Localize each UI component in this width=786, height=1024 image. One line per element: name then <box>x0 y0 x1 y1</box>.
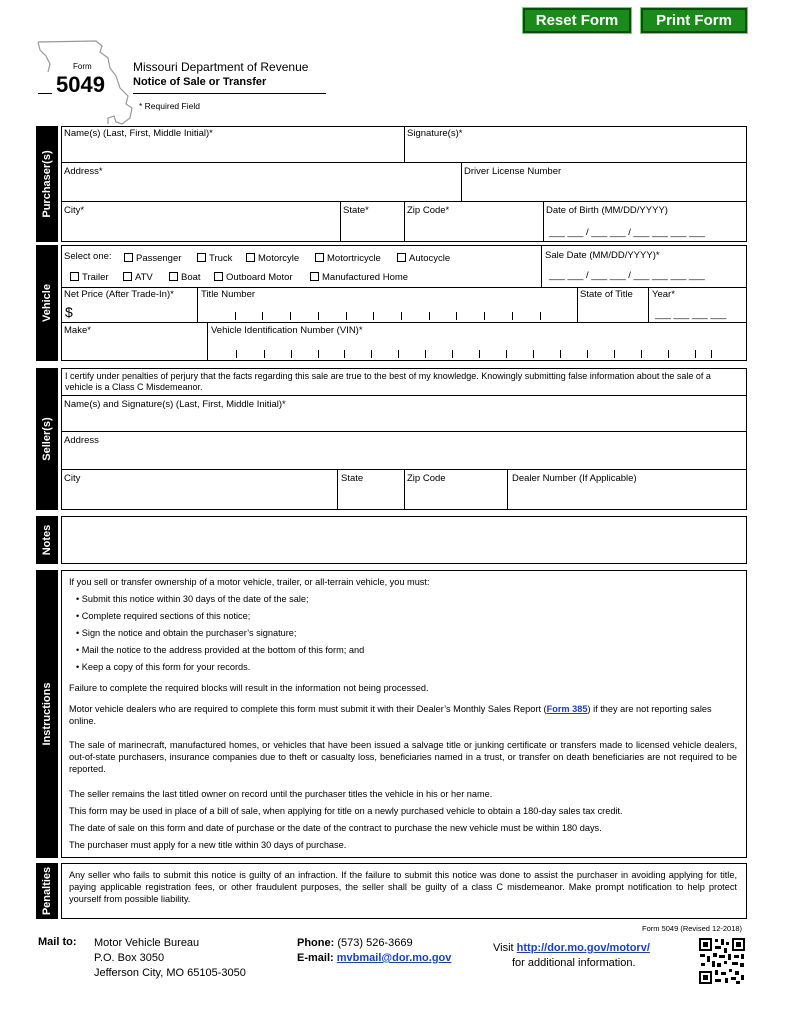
exemptions-note: The sale of marinecraft, manufactured homes, or vehicles that have been issued a salvage title or junking certificate or transfers made to licensed vehicle dealers, out-of-state purchasers, insurance companies due to theft or casualty loss, beneficiaries named in a trust, or transfer on death beneficiaries are not required to be reported. <box>69 740 737 774</box>
visit-text: Visit http://dor.mo.gov/motorv/ <box>493 942 650 954</box>
purchaser-section-tab: Purchaser(s) <box>36 126 58 242</box>
dealer-number-label: Dealer Number (If Applicable) <box>512 473 637 484</box>
seller-state-label: State <box>341 473 364 484</box>
sale-date-label: Sale Date (MM/DD/YYYY)* <box>545 250 660 261</box>
purchaser-city-field[interactable] <box>64 217 337 239</box>
purchaser-signature-label: Signature(s)* <box>407 128 463 139</box>
notes-section-tab: Notes <box>36 516 58 564</box>
atv-checkbox[interactable]: ATV <box>123 272 153 283</box>
seller-zip-label: Zip Code <box>407 473 446 484</box>
dealers-note: Motor vehicle dealers who are required to complete this form must submit it with their Dealer’s Monthly Sales Report (Form 385) if they are not reporting sales online. <box>69 704 712 726</box>
instruction-bullet: • Submit this notice within 30 days of the date of the sale; <box>76 594 309 604</box>
additional-info-text: for additional information. <box>512 957 636 969</box>
required-note: * Required Field <box>139 101 200 111</box>
purchaser-names-field[interactable] <box>64 140 400 160</box>
seller-state-field[interactable] <box>341 485 401 507</box>
form-385-link[interactable]: Form 385 <box>546 704 588 714</box>
phone-number: (573) 526-3669 <box>337 937 413 949</box>
instructions-intro: If you sell or transfer ownership of a motor vehicle, trailer, or all-terrain vehicle, you must: <box>69 577 430 587</box>
certification-text: I certify under penalties of perjury that the facts regarding this sale are true to the best of my knowledge. Knowingly submitting false information about the sale of a vehicle is a Class C Misdemeanor. <box>65 371 711 392</box>
seller-names-signature-field[interactable] <box>64 411 744 429</box>
motorv-website-link[interactable]: http://dor.mo.gov/motorv/ <box>516 942 650 954</box>
seller-city-label: City <box>64 473 81 484</box>
passenger-checkbox[interactable]: Passenger <box>124 253 181 264</box>
title-rule <box>133 93 326 94</box>
seller-section-tab: Seller(s) <box>36 368 58 510</box>
failure-note: Failure to complete the required blocks will result in the information not being processed. <box>69 683 429 693</box>
seller-names-signature-label: Name(s) and Signature(s) (Last, First, Middle Initial)* <box>64 399 286 410</box>
manufactured-home-checkbox[interactable]: Manufactured Home <box>310 272 408 283</box>
make-field[interactable] <box>64 338 204 358</box>
vin-label: Vehicle Identification Number (VIN)* <box>211 325 363 336</box>
motortricycle-checkbox[interactable]: Motortricycle <box>315 253 381 264</box>
instruction-bullet: • Complete required sections of this notice; <box>76 611 251 621</box>
boat-checkbox[interactable]: Boat <box>169 272 201 283</box>
dob-label: Date of Birth (MM/DD/YYYY) <box>546 205 668 216</box>
purchaser-zip-field[interactable] <box>407 217 540 239</box>
dob-field[interactable]: ___ ___ / ___ ___ / ___ ___ ___ ___ <box>549 227 705 238</box>
seller-zip-field[interactable] <box>407 485 504 507</box>
net-price-label: Net Price (After Trade-In)* <box>64 289 174 300</box>
driver-license-field[interactable] <box>464 178 744 198</box>
purchaser-names-label: Name(s) (Last, First, Middle Initial)* <box>64 128 213 139</box>
purchaser-address-field[interactable] <box>64 178 458 198</box>
outboard-motor-checkbox[interactable]: Outboard Motor <box>214 272 293 283</box>
net-price-field[interactable] <box>76 302 194 320</box>
contact-info: Phone: (573) 526-3669 E-mail: mvbmail@dor.mo.gov <box>297 937 452 964</box>
trailer-checkbox[interactable]: Trailer <box>70 272 109 283</box>
driver-license-label: Driver License Number <box>464 166 562 177</box>
owner-of-record-note: The seller remains the last titled owner on record until the purchaser titles the vehicle in his or her name. <box>69 789 493 799</box>
penalties-section-tab: Penalties <box>36 863 58 919</box>
form-title: Notice of Sale or Transfer <box>133 76 267 88</box>
purchaser-state-field[interactable] <box>343 217 401 239</box>
instruction-bullet: • Keep a copy of this form for your records. <box>76 662 251 672</box>
form-number: 5049 <box>56 72 105 97</box>
motorcycle-checkbox[interactable]: Motorcyle <box>246 253 299 264</box>
instructions-section-tab: Instructions <box>36 570 58 858</box>
purchaser-state-label: State* <box>343 205 369 216</box>
apply-title-note: The purchaser must apply for a new title within 30 days of purchase. <box>69 840 347 850</box>
vin-field[interactable] <box>210 350 745 358</box>
title-number-field[interactable] <box>200 312 575 320</box>
email-link[interactable]: mvbmail@dor.mo.gov <box>336 952 452 964</box>
sale-date-field[interactable]: ___ ___ / ___ ___ / ___ ___ ___ ___ <box>549 270 705 281</box>
purchaser-address-label: Address* <box>64 166 103 177</box>
seller-city-field[interactable] <box>64 485 334 507</box>
purchaser-signature-field[interactable] <box>407 140 743 160</box>
dollar-sign: $ <box>65 304 73 320</box>
mailing-address: Motor Vehicle Bureau P.O. Box 3050 Jefferson City, MO 65105-3050 <box>94 937 246 979</box>
purchaser-zip-label: Zip Code* <box>407 205 450 216</box>
year-label: Year* <box>652 289 675 300</box>
form-revision: Form 5049 (Revised 12-2018) <box>642 924 743 933</box>
date-of-sale-note: The date of sale on this form and date of purchase or the date of the contract to purchase the new vehicle must be within 180 days. <box>69 823 602 833</box>
instruction-bullet: • Sign the notice and obtain the purchaser’s signature; <box>76 628 297 638</box>
state-of-title-field[interactable] <box>580 302 645 320</box>
seller-address-label: Address <box>64 435 99 446</box>
state-of-title-label: State of Title <box>580 289 633 300</box>
title-number-label: Title Number <box>201 289 256 300</box>
truck-checkbox[interactable]: Truck <box>197 253 232 264</box>
autocycle-checkbox[interactable]: Autocycle <box>397 253 450 264</box>
instruction-bullet: • Mail the notice to the address provided at the bottom of this form; and <box>76 645 365 655</box>
purchaser-city-label: City* <box>64 205 85 216</box>
reset-form-button[interactable]: Reset Form <box>523 8 631 33</box>
bill-of-sale-note: This form may be used in place of a bill of sale, when applying for title on a newly purchased vehicle to obtain a 180-day sales tax credit. <box>69 806 623 816</box>
seller-address-field[interactable] <box>64 447 744 467</box>
penalties-text: Any seller who fails to submit this notice is guilty of an infraction. If the failure to submit this notice was done to assist the purchaser in avoiding applying for title, paying applicable registration fees, or other fraudulent purposes, the seller shall be guilty of a class C misdemeanor. Make prompt notification to help protect yourself from possible liability. <box>69 870 737 904</box>
header-dash <box>38 93 52 94</box>
notes-field[interactable] <box>61 516 747 564</box>
vehicle-section-tab: Vehicle <box>36 245 58 361</box>
mail-to-label: Mail to: <box>38 936 77 948</box>
year-field[interactable]: ___ ___ ___ ___ <box>655 309 727 320</box>
dealer-number-field[interactable] <box>512 485 744 507</box>
department-name: Missouri Department of Revenue <box>133 60 309 74</box>
form-label: Form <box>73 62 92 71</box>
select-one-label: Select one: <box>64 251 112 262</box>
make-label: Make* <box>64 325 91 336</box>
qr-code-icon[interactable] <box>698 937 746 985</box>
print-form-button[interactable]: Print Form <box>641 8 747 33</box>
